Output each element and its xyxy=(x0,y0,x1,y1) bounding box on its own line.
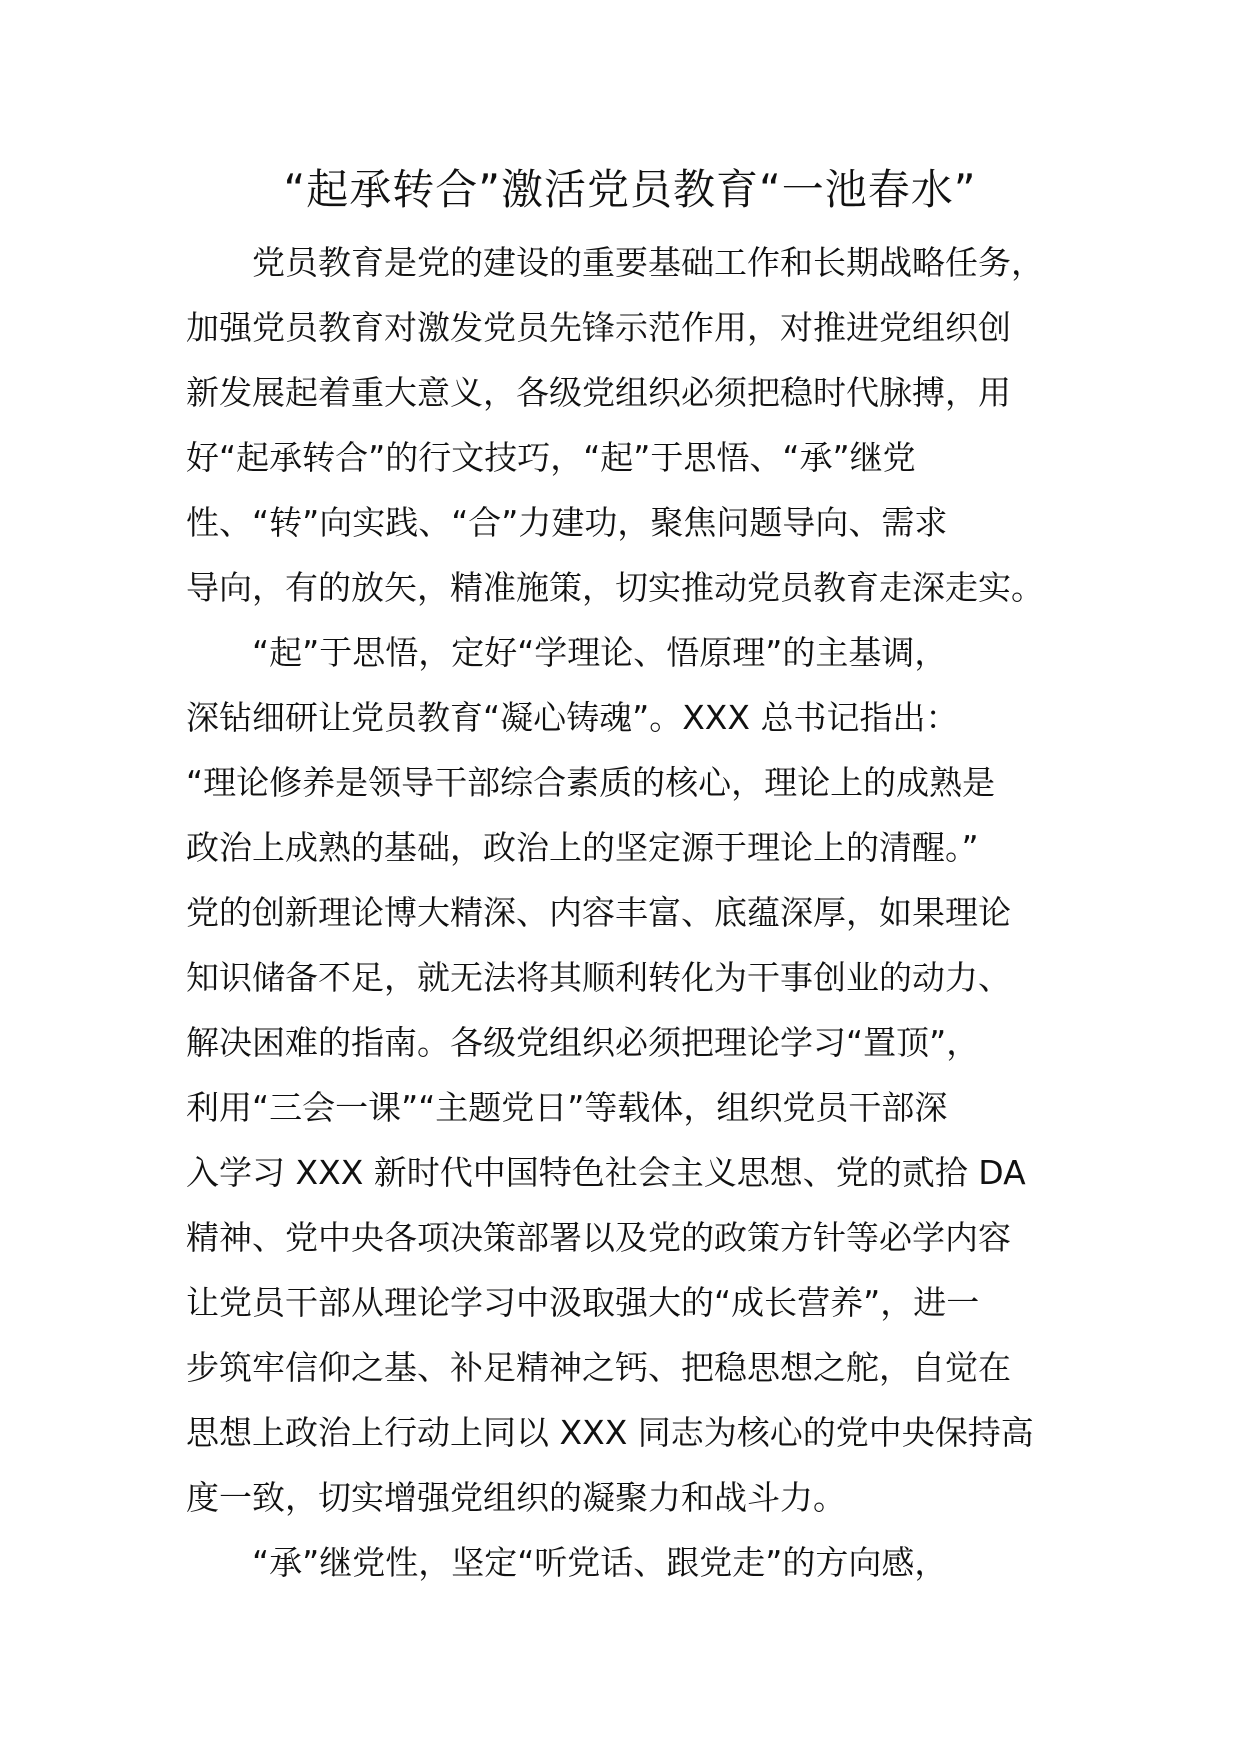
text-line: 加强党员教育对激发党员先锋示范作用，对推进党组织创 xyxy=(186,308,1011,347)
text-line: “起”于思悟，定好“学理论、悟原理”的主基调， xyxy=(252,633,948,672)
paragraph-cheng xyxy=(186,1530,1076,1595)
text-line: “承”继党性，坚定“听党话、跟党走”的方向感， xyxy=(252,1543,948,1582)
document-title: “起承转合”激活党员教育“一池春水” xyxy=(283,165,977,214)
text-line: 精神、党中央各项决策部署以及党的政策方针等必学内容 xyxy=(186,1218,1011,1257)
text-line: 解决困难的指南。各级党组织必须把理论学习“置顶”， xyxy=(186,1023,980,1062)
text-line: 导向，有的放矢，精准施策，切实推动党员教育走深走实。 xyxy=(186,568,1044,607)
text-line: “理论修养是领导干部综合素质的核心，理论上的成熟是 xyxy=(186,763,996,802)
text-line: 步筑牢信仰之基、补足精神之钙、把稳思想之舵，自觉在 xyxy=(186,1348,1011,1387)
text-line: 利用“三会一课”“主题党日”等载体，组织党员干部深 xyxy=(186,1088,948,1127)
text-line: 入学习 XXX 新时代中国特色社会主义思想、党的贰拾 DA xyxy=(186,1153,1026,1192)
text-line: 思想上政治上行动上同以 XXX 同志为核心的党中央保持高 xyxy=(186,1413,1034,1452)
text-line: 新发展起着重大意义，各级党组织必须把稳时代脉搏，用 xyxy=(186,373,1011,412)
text-line: 让党员干部从理论学习中汲取强大的“成长营养”，进一 xyxy=(186,1283,980,1322)
text-line: 深钻细研让党员教育“凝心铸魂”。XXX 总书记指出： xyxy=(186,698,959,737)
paragraph-intro xyxy=(186,230,1076,620)
paragraph-qi xyxy=(186,620,1076,1530)
text-line: 知识储备不足，就无法将其顺利转化为干事创业的动力、 xyxy=(186,958,1011,997)
text-line: 好“起承转合”的行文技巧，“起”于思悟、“承”继党 xyxy=(186,438,916,477)
text-line: 性、“转”向实践、“合”力建功，聚焦问题导向、需求 xyxy=(186,503,948,542)
text-line: 党员教育是党的建设的重要基础工作和长期战略任务， xyxy=(252,243,1044,282)
text-line: 政治上成熟的基础，政治上的坚定源于理论上的清醒。” xyxy=(186,828,979,867)
text-line: 党的创新理论博大精深、内容丰富、底蕴深厚，如果理论 xyxy=(186,893,1011,932)
document-body xyxy=(186,230,1076,1595)
text-line: 度一致，切实增强党组织的凝聚力和战斗力。 xyxy=(186,1478,846,1517)
